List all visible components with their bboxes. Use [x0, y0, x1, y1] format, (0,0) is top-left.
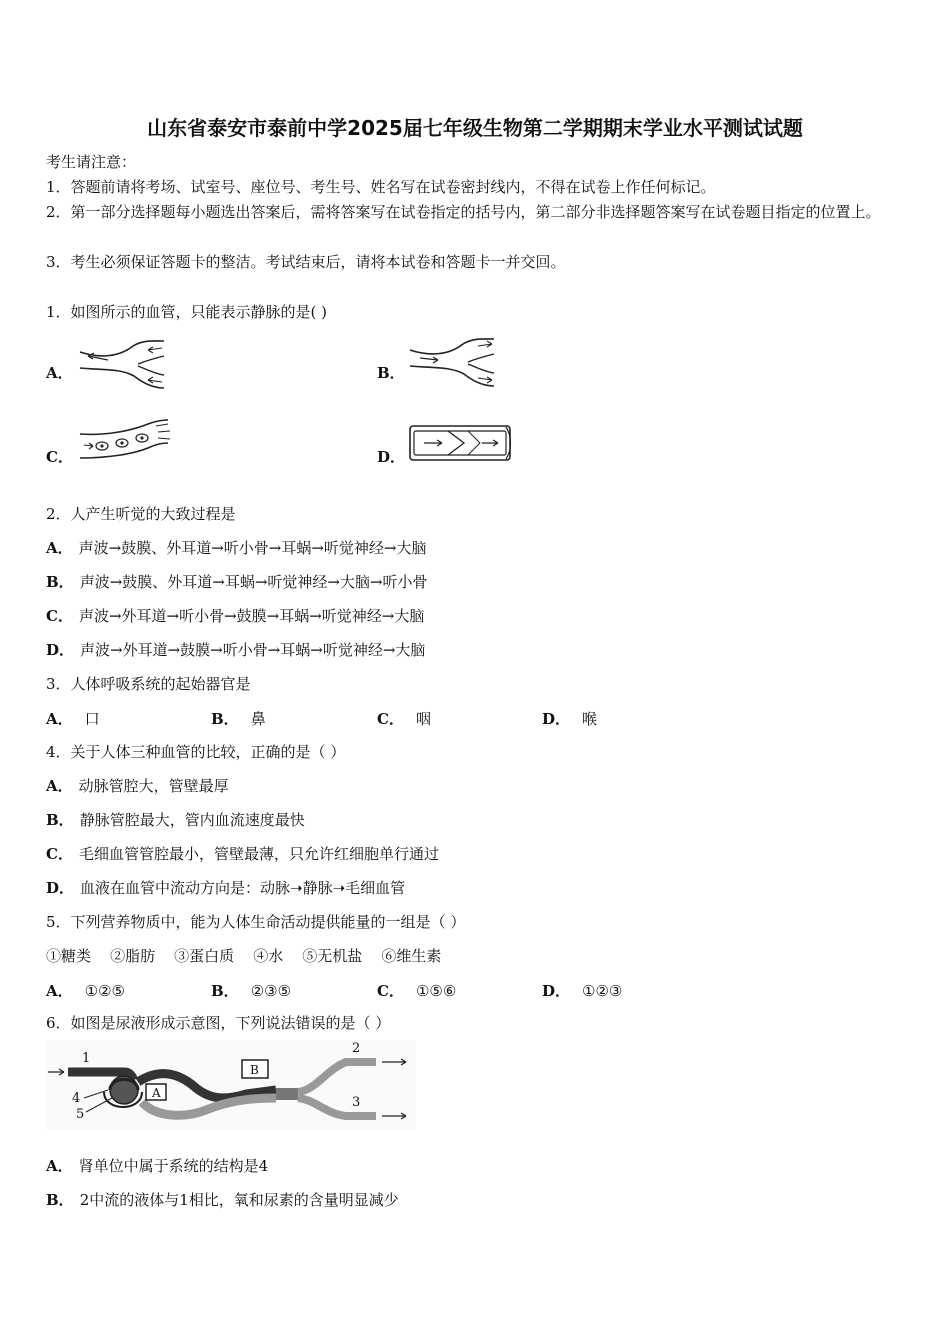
q1-vessel-c-figure [78, 418, 174, 464]
q4-option-c-text: 毛细血管管腔最小，管壁最薄，只允许红细胞单行通过 [78, 845, 439, 863]
q3-option-c[interactable] [377, 708, 431, 729]
notice-item-2: 2．第一部分选择题每小题选出答案后，需将答案写在试卷指定的括号内，第二部分非选择题答案写在试卷题目指定的位置上。 [46, 203, 881, 221]
q5-option-c-text: ①⑤⑥ [415, 982, 457, 1000]
q4-option-a[interactable] [46, 776, 229, 796]
q2-stem: 2．人产生听觉的大致过程是 [46, 505, 236, 523]
q4-option-c-label: C． [46, 845, 73, 863]
q6-label-5: 5 [76, 1107, 85, 1122]
q1-vessel-b-figure [408, 336, 500, 392]
q1-label-b: B． [377, 364, 405, 382]
q4-option-d-label: D． [46, 879, 75, 897]
q6-label-1: 1 [82, 1051, 91, 1066]
q5-option-b-text: ②③⑤ [250, 982, 292, 1000]
q4-option-c[interactable] [46, 844, 439, 864]
q5-option-a-label: A． [46, 982, 73, 1000]
q4-stem: 4．关于人体三种血管的比较，正确的是（ ） [46, 743, 346, 761]
q3-option-a-text: 口 [84, 710, 100, 728]
q2-option-a-text: 声波→鼓膜、外耳道→听小骨→耳蜗→听觉神经→大脑 [78, 539, 427, 557]
q3-option-d-text: 喉 [582, 710, 598, 728]
q2-option-d-label: D． [46, 641, 75, 659]
q2-option-a[interactable] [46, 538, 427, 558]
q6-box-a-label: A [152, 1086, 161, 1100]
q5-option-d-label: D． [542, 982, 571, 1000]
q1-vessel-a-figure [78, 338, 170, 392]
q2-option-b[interactable] [46, 572, 428, 592]
q6-box-b-label: B [250, 1063, 259, 1077]
q2-option-b-label: B． [46, 573, 74, 591]
q6-option-a-label: A． [46, 1157, 73, 1175]
q4-option-a-text: 动脉管腔大，管壁最厚 [78, 777, 229, 795]
q2-option-d-text: 声波→外耳道→鼓膜→听小骨→耳蜗→听觉神经→大脑 [80, 641, 426, 659]
q6-label-2: 2 [352, 1041, 361, 1056]
q5-option-b[interactable] [211, 980, 291, 1001]
q4-option-b-label: B． [46, 811, 74, 829]
q6-stem: 6．如图是尿液形成示意图，下列说法错误的是（ ） [46, 1014, 391, 1032]
q1-vessel-d-figure [408, 424, 514, 464]
q2-option-c-text: 声波→外耳道→听小骨→鼓膜→耳蜗→听觉神经→大脑 [78, 607, 425, 625]
q2-option-a-label: A． [46, 539, 73, 557]
q4-option-d-text: 血液在血管中流动方向是：动脉➝静脉➝毛细血管 [80, 879, 406, 897]
q5-item-list: ①糖类 ②脂肪 ③蛋白质 ④水 ⑤无机盐 ⑥维生素 [46, 947, 442, 965]
q5-option-b-label: B． [211, 982, 239, 1000]
q3-option-d-label: D． [542, 710, 571, 728]
q2-option-c[interactable] [46, 606, 424, 626]
notice-item-3: 3．考生必须保证答题卡的整洁。考试结束后，请将本试卷和答题卡一并交回。 [46, 253, 566, 271]
q4-option-b-text: 静脉管腔最大，管内血流速度最快 [79, 811, 305, 829]
q3-option-c-text: 咽 [415, 710, 431, 728]
q1-label-a: A． [46, 364, 73, 382]
q5-option-a[interactable] [46, 980, 125, 1001]
q3-option-b-text: 鼻 [250, 710, 266, 728]
q5-option-d[interactable] [542, 980, 622, 1001]
q6-option-a-text: 肾单位中属于系统的结构是4 [78, 1157, 269, 1175]
q2-option-b-text: 声波→鼓膜、外耳道→耳蜗→听觉神经→大脑→听小骨 [79, 573, 428, 591]
q5-option-c[interactable] [377, 980, 456, 1001]
q3-option-b-label: B． [211, 710, 239, 728]
q3-stem: 3．人体呼吸系统的起始器官是 [46, 675, 251, 693]
q3-option-d[interactable] [542, 708, 597, 729]
page-title: 山东省泰安市泰前中学2025届七年级生物第二学期期末学业水平测试试题 [147, 116, 803, 140]
q5-stem: 5．下列营养物质中，能为人体生命活动提供能量的一组是（ ） [46, 913, 466, 931]
q4-option-d[interactable] [46, 878, 405, 898]
q6-option-a[interactable] [46, 1156, 268, 1176]
q3-option-c-label: C． [377, 710, 404, 728]
q6-option-b-label: B． [46, 1191, 74, 1209]
notice-heading: 考生请注意： [46, 153, 137, 171]
q6-label-3: 3 [352, 1095, 361, 1110]
q1-label-c: C． [46, 448, 73, 466]
q3-option-a-label: A． [46, 710, 73, 728]
q1-label-d: D． [377, 448, 406, 466]
q1-stem: 1．如图所示的血管，只能表示静脉的是( ) [46, 303, 328, 321]
q4-option-b[interactable] [46, 810, 305, 830]
q6-option-b[interactable] [46, 1190, 399, 1210]
notice-item-1: 1．答题前请将考场、试室号、座位号、考生号、姓名写在试卷密封线内，不得在试卷上作任何标记。 [46, 178, 716, 196]
q2-option-d[interactable] [46, 640, 425, 660]
q3-option-b[interactable] [211, 708, 266, 729]
q5-option-c-label: C． [377, 982, 404, 1000]
q3-option-a[interactable] [46, 708, 100, 729]
q4-option-a-label: A． [46, 777, 73, 795]
q5-option-a-text: ①②⑤ [84, 982, 125, 1000]
q6-option-b-text: 2中流的液体与1相比，氧和尿素的含量明显减少 [79, 1191, 399, 1209]
q6-urine-formation-figure [46, 1040, 416, 1130]
q5-option-d-text: ①②③ [582, 982, 623, 1000]
q6-label-4: 4 [72, 1091, 81, 1106]
q2-option-c-label: C． [46, 607, 73, 625]
